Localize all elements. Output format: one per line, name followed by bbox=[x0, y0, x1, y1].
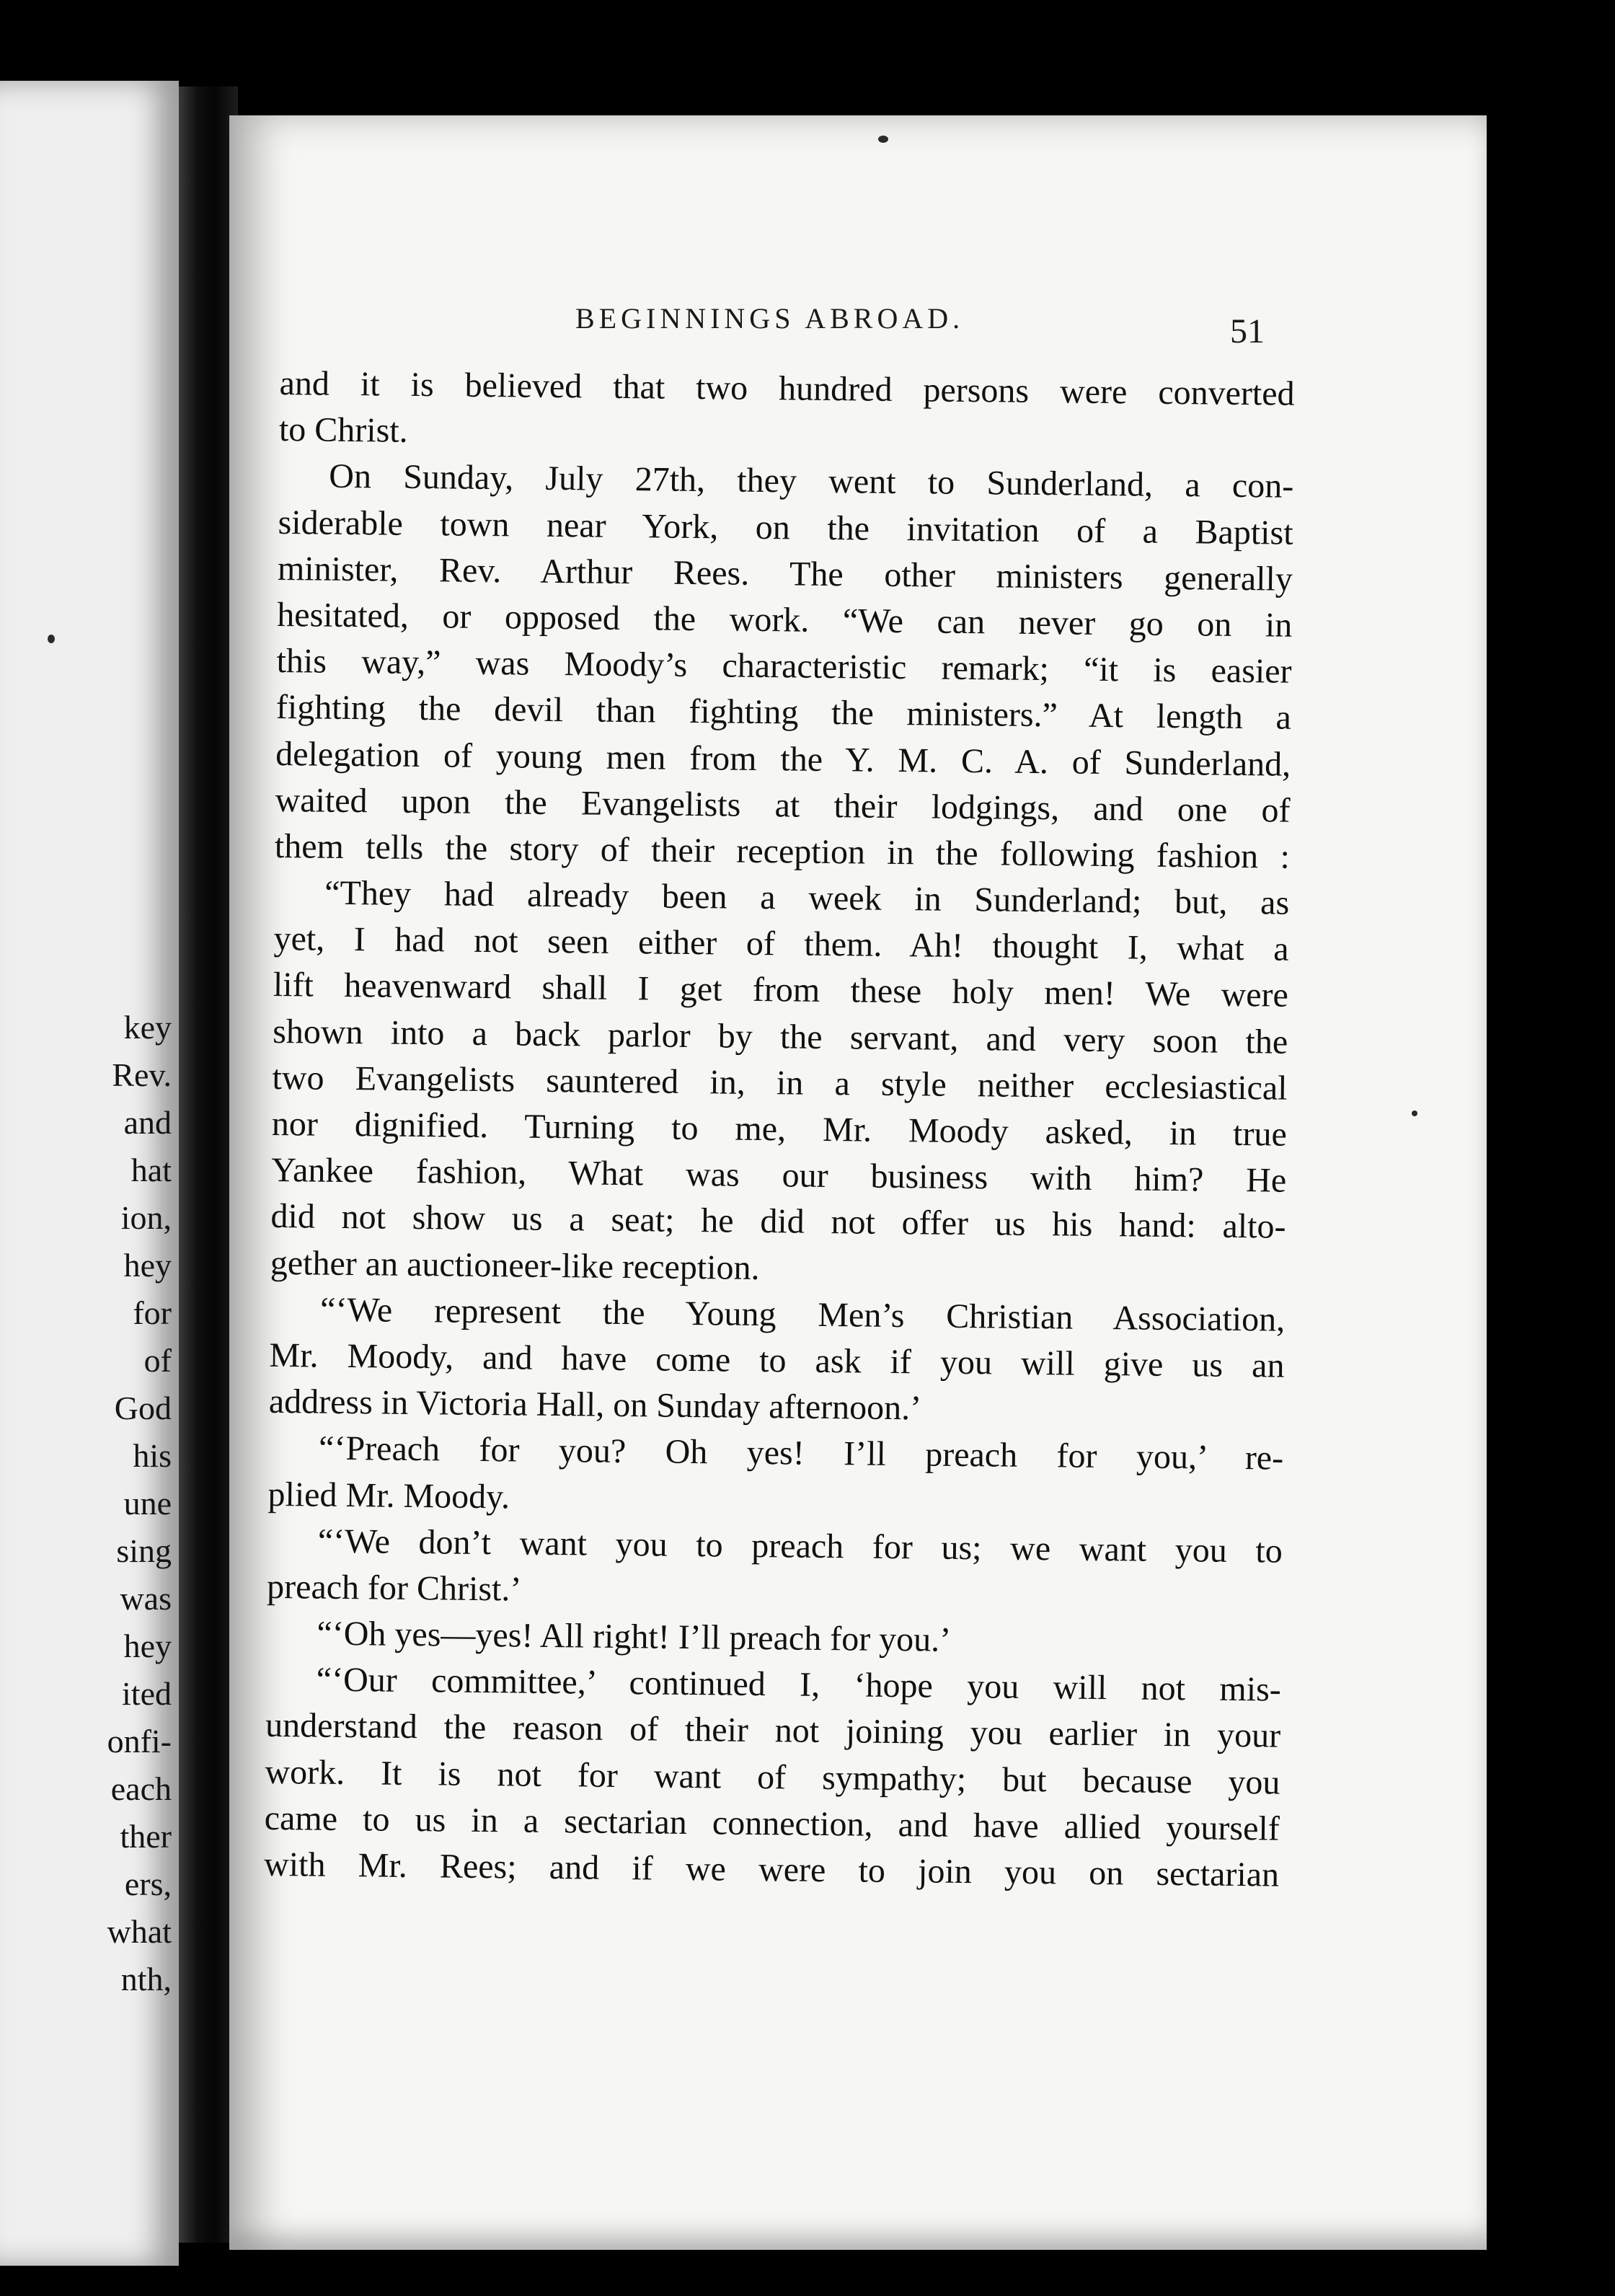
left-fragment: ion, bbox=[120, 1199, 172, 1236]
left-fragment: sing bbox=[116, 1532, 172, 1569]
running-head: BEGINNINGS ABROAD. bbox=[575, 302, 965, 335]
left-fragment: God bbox=[114, 1390, 172, 1426]
left-fragment: nth, bbox=[120, 1961, 172, 1997]
paper-speck bbox=[878, 136, 888, 143]
left-fragment: hey bbox=[123, 1247, 172, 1284]
text-line: gether an auctioneer-like reception. bbox=[270, 1243, 760, 1287]
left-fragment: and bbox=[123, 1104, 172, 1141]
left-fragment: ited bbox=[122, 1675, 172, 1712]
paper-speck bbox=[1412, 1111, 1417, 1116]
text-line: address in Victoria Hall, on Sunday afternoon.’ bbox=[268, 1382, 922, 1428]
book-page bbox=[229, 115, 1487, 2250]
text-line: understand the reason of their not joining you earlier in your bbox=[265, 1706, 1281, 1756]
left-fragment: onfi- bbox=[107, 1723, 172, 1759]
text-line: plied Mr. Moody. bbox=[267, 1475, 510, 1516]
left-fragment: of bbox=[143, 1342, 172, 1379]
text-line: to Christ. bbox=[278, 410, 408, 451]
left-fragment: hey bbox=[123, 1628, 172, 1664]
text-line: “‘Our committee,’ continued I, ‘hope you will not mis- bbox=[316, 1660, 1282, 1709]
left-fragment: his bbox=[133, 1437, 172, 1474]
text-line: and it is believed that two hundred persons were converted bbox=[279, 363, 1295, 413]
text-line: with Mr. Rees; and if we were to join you on sectarian bbox=[263, 1845, 1280, 1894]
text-line: lift heavenward shall I get from these holy men! We were bbox=[273, 966, 1289, 1015]
left-fragment: hat bbox=[130, 1152, 172, 1188]
text-line: hesitated, or opposed the work. “We can never go on in bbox=[277, 595, 1293, 645]
text-line: two Evangelists sauntered in, in a style neither ecclesiastical bbox=[272, 1058, 1288, 1108]
text-line: work. It is not for want of sympathy; but because you bbox=[265, 1752, 1280, 1802]
text-line: siderable town near York, on the invitation of a Baptist bbox=[278, 503, 1293, 552]
text-line: preach for Christ.’ bbox=[266, 1567, 522, 1609]
text-line: delegation of young men from the Y. M. C. A. of Sunderland, bbox=[275, 734, 1291, 784]
text-line: Yankee fashion, What was our business with him? He bbox=[270, 1151, 1287, 1200]
text-line: them tells the story of their reception in the following fashion : bbox=[274, 826, 1291, 876]
text-line: came to us in a sectarian connection, and have allied yourself bbox=[264, 1798, 1280, 1848]
text-line: Mr. Moody, and have come to ask if you will give us an bbox=[269, 1335, 1285, 1385]
text-line: On Sunday, July 27th, they went to Sunderland, a con- bbox=[329, 457, 1294, 506]
left-fragment: each bbox=[110, 1770, 172, 1807]
text-line: this way,” was Moody’s characteristic remark; “it is easier bbox=[276, 642, 1292, 691]
text-line: minister, Rev. Arthur Rees. The other ministers generally bbox=[277, 549, 1293, 599]
text-line: “They had already been a week in Sunderland; but, as bbox=[324, 873, 1290, 922]
text-line: fighting the devil than fighting the ministers.” At length a bbox=[275, 688, 1292, 738]
text-line: yet, I had not seen either of them. Ah! thought I, what a bbox=[273, 919, 1289, 968]
left-fragment: ther bbox=[120, 1818, 172, 1855]
text-line: did not show us a seat; he did not offer us his hand: alto- bbox=[270, 1197, 1286, 1247]
text-line: shown into a back parlor by the servant, and very soon the bbox=[272, 1012, 1288, 1061]
left-fragment: was bbox=[120, 1580, 172, 1617]
left-fragment: une bbox=[123, 1485, 172, 1522]
left-fragment: ers, bbox=[124, 1866, 172, 1902]
text-line: “‘We represent the Young Men’s Christian Association, bbox=[319, 1290, 1286, 1339]
left-fragment: key bbox=[123, 1009, 172, 1046]
text-line: nor dignified. Turning to me, Mr. Moody asked, in true bbox=[271, 1104, 1288, 1154]
left-fragment: Rev. bbox=[112, 1056, 172, 1093]
left-facing-page bbox=[0, 81, 179, 2266]
text-line: “‘Preach for you? Oh yes! I’ll preach for you,’ re- bbox=[318, 1429, 1284, 1478]
body-text bbox=[264, 361, 1295, 1899]
text-line: waited upon the Evangelists at their lodgings, and one of bbox=[275, 780, 1291, 830]
text-line: “‘Oh yes—yes! All right! I’ll preach for you.’ bbox=[317, 1614, 952, 1659]
page-number: 51 bbox=[1230, 312, 1265, 350]
left-fragment: for bbox=[133, 1294, 172, 1331]
left-page-text-fragments bbox=[0, 1004, 179, 2003]
left-fragment: what bbox=[107, 1913, 172, 1950]
text-line: “‘We don’t want you to preach for us; we want you to bbox=[317, 1522, 1283, 1571]
paper-speck bbox=[48, 635, 55, 643]
